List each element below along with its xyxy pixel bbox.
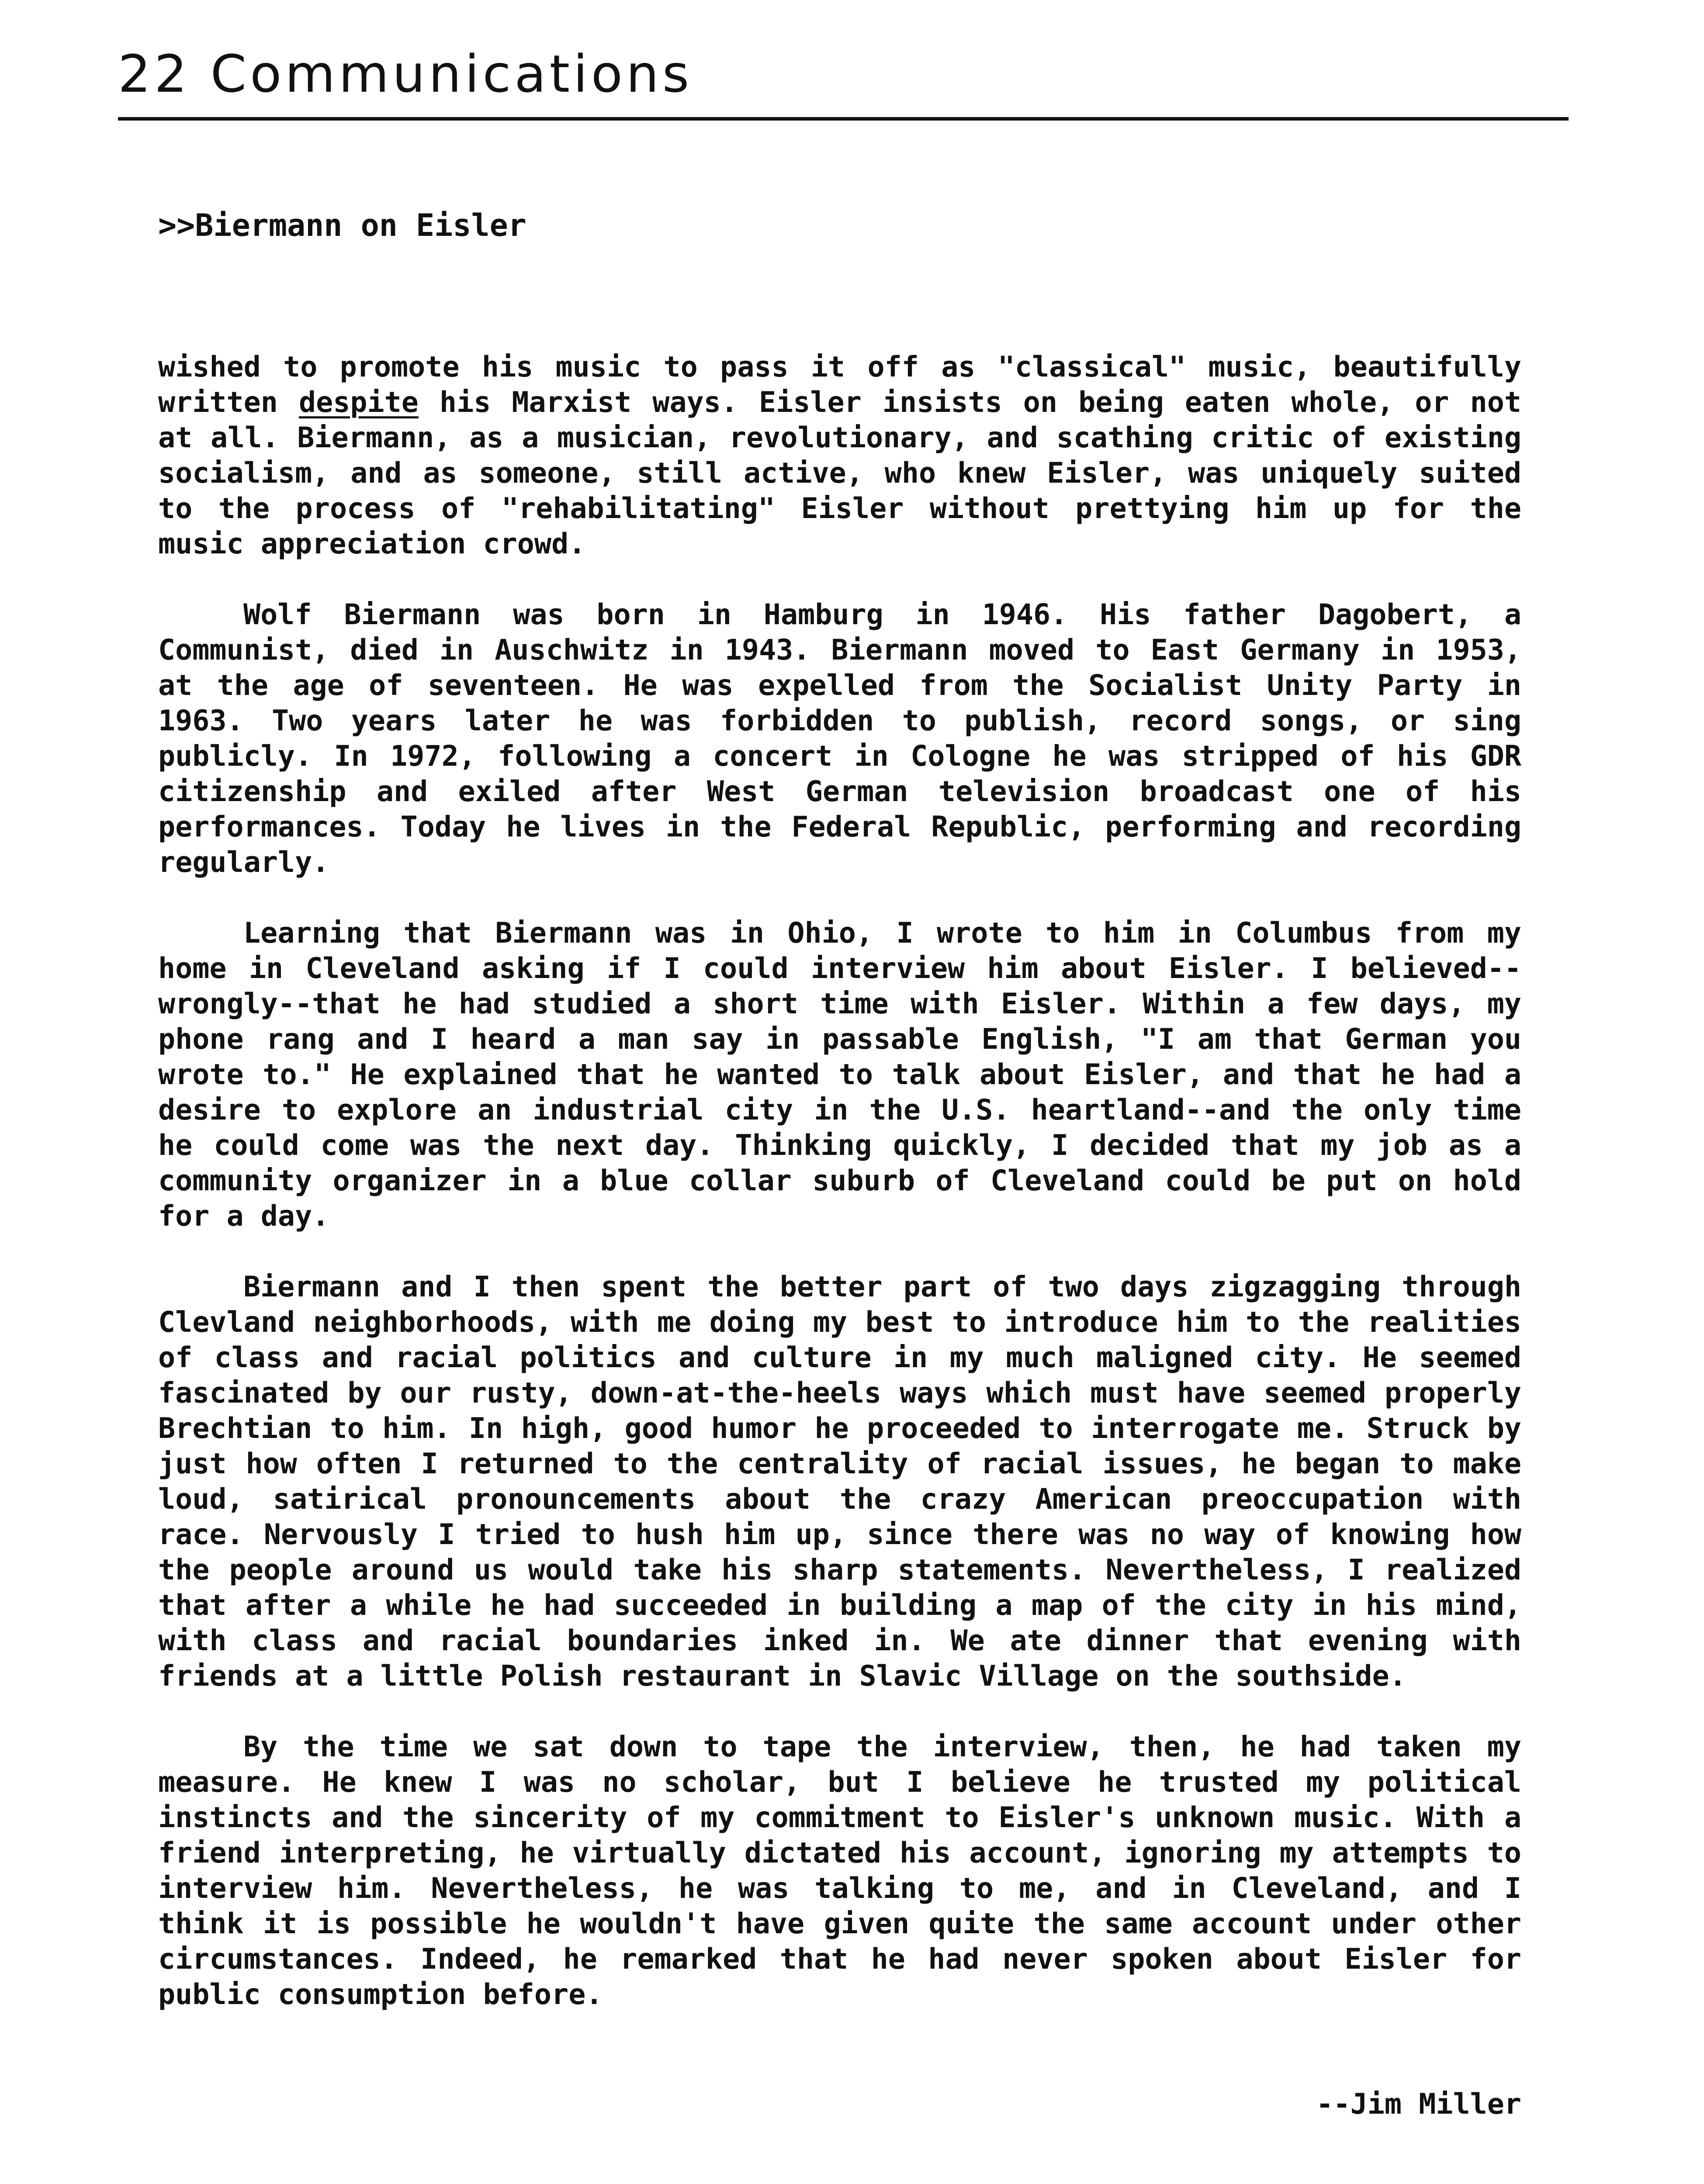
article-label: >>Biermann on Eisler	[158, 207, 526, 243]
paragraph-1-text-a: wished to promote his music to pass it off as "classical" music, beautifully written	[158, 351, 1521, 419]
article-body	[158, 349, 1521, 2048]
article-paragraph-1	[158, 349, 1521, 562]
underlined-word: despite	[298, 386, 419, 419]
article-paragraph-5: By the time we sat down to tape the interview, then, he had taken my measure. He knew I was no scholar, but I believe he trusted my political instincts and the sincerity of my commitment to Eisler's unknown music. With a friend interpreting, he virtually dictated his account, ignoring my attempts to interview him. Nevertheless, he was talking to me, and in Cleveland, and I think it is possible he wouldn't have given quite the same account under other circumstances. Indeed, he remarked that he had never spoken about Eisler for public consumption before.	[158, 1731, 1521, 2011]
article-paragraph-2: Wolf Biermann was born in Hamburg in 1946. His father Dagobert, a Communist, died in Auschwitz in 1943. Biermann moved to East Germany in 1953, at the age of seventeen. He was expelled from the Socialist Unity Party in 1963. Two years later he was forbidden to publish, record songs, or sing publicly. In 1972, following a concert in Cologne he was stripped of his GDR citizenship and exiled after West German television broadcast one of his performances. Today he lives in the Federal Republic, performing and recording regularly.	[158, 598, 1521, 879]
paragraph-1-text-b: his Marxist ways. Eisler insists on being eaten whole, or not at all. Biermann, as a musician, revolutionary, and scathing critic of existing socialism, and as someone, still active, who knew Eisler, was uniquely suited to the process of "rehabilitating" Eisler without prettying him up for the music appreciation crowd.	[158, 386, 1521, 560]
author-signature: --Jim Miller	[1316, 2088, 1521, 2121]
page-header-title	[118, 44, 1569, 104]
page-header	[118, 44, 1569, 121]
page-number: 22	[118, 44, 191, 104]
header-rule	[118, 117, 1569, 121]
article-paragraph-4: Biermann and I then spent the better part of two days zigzagging through Clevland neighborhoods, with me doing my best to introduce him to the realities of class and racial politics and culture in my much maligned city. He seemed fascinated by our rusty, down-at-the-heels ways which must have seemed properly Brechtian to him. In high, good humor he proceeded to interrogate me. Struck by just how often I returned to the centrality of racial issues, he began to make loud, satirical pronouncements about the crazy American preoccupation with race. Nervously I tried to hush him up, since there was no way of knowing how the people around us would take his sharp statements. Nevertheless, I realized that after a while he had succeeded in building a map of the city in his mind, with class and racial boundaries inked in. We ate dinner that evening with friends at a little Polish restaurant in Slavic Village on the southside.	[158, 1271, 1521, 1693]
article-paragraph-3: Learning that Biermann was in Ohio, I wrote to him in Columbus from my home in Cleveland asking if I could interview him about Eisler. I believed--wrongly--that he had studied a short time with Eisler. Within a few days, my phone rang and I heard a man say in passable English, "I am that German you wrote to." He explained that he wanted to talk about Eisler, and that he had a desire to explore an industrial city in the U.S. heartland--and the only time he could come was the next day. Thinking quickly, I decided that my job as a community organizer in a blue collar suburb of Cleveland could be put on hold for a day.	[158, 917, 1521, 1233]
section-title: Communications	[210, 44, 693, 104]
